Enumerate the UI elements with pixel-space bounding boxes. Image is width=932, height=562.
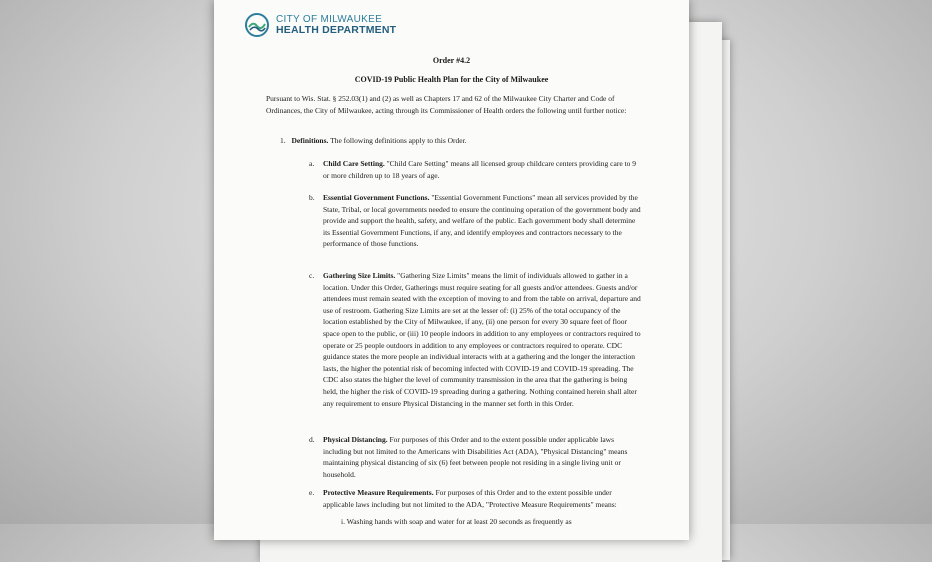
definition-item-a — [309, 158, 643, 181]
document-page — [214, 0, 689, 540]
order-number: Order #4.2 — [432, 56, 471, 65]
definition-item-c — [309, 270, 643, 409]
item-heading: Physical Distancing. — [323, 435, 388, 444]
item-text: For purposes of this Order and to the extent possible under applicable laws including but not limited to the Americans with Disabilities Act (ADA), "Physical Distancing" means maintaining physical distancing of six (6) feet between people not residing in a single living unit or household. — [323, 435, 628, 479]
milwaukee-health-logo-icon — [244, 12, 270, 38]
item-letter: e. — [309, 488, 315, 497]
subitem-text: Washing hands with soap and water for at least 20 seconds as frequently as — [346, 517, 572, 526]
section-1-definitions — [280, 135, 467, 147]
item-letter: d. — [309, 435, 315, 444]
item-letter: c. — [309, 271, 315, 280]
letterhead-logo — [244, 12, 396, 38]
logo-city-text: CITY OF MILWAUKEE — [276, 14, 383, 25]
item-heading: Child Care Setting. — [323, 159, 385, 168]
logo-department-text: HEALTH DEPARTMENT — [276, 24, 397, 36]
item-heading: Gathering Size Limits. — [323, 271, 396, 280]
definition-item-b — [309, 192, 643, 250]
section-1-heading: Definitions. — [291, 136, 329, 145]
item-text: "Essential Government Functions" mean all services provided by the State, Tribal, or local governments needed to ensure the continuing operation of the government body and provide and support the health, safety, and welfare of the public. Each government body shall determine its Essential Government Functions, if any, and identify employees and contractors necessary to the performance of those functions. — [323, 193, 641, 249]
intro-paragraph: Pursuant to Wis. Stat. § 252.03(1) and (2) as well as Chapters 17 and 62 of the Milwaukee City Charter and Code of Ordinances, the City of Milwaukee, acting through its Commissioner of Health orders the following until further notice: — [266, 94, 627, 115]
item-letter: a. — [309, 159, 315, 168]
item-letter: b. — [309, 193, 315, 202]
section-1-text: The following definitions apply to this Order. — [330, 136, 467, 145]
item-heading: Protective Measure Requirements. — [323, 488, 434, 497]
item-heading: Essential Government Functions. — [323, 193, 430, 202]
item-text: "Gathering Size Limits" means the limit of individuals allowed to gather in a location. Under this Order, Gatherings must require seating for all guests and/or attendees. Guests and/or attendees must remain seated with the exception of moving to and from the table on arrival, departure and use of restroom. Gathering Size Limits are set at the lesser of: (i) 25% of the total occupancy of the location established by the City of Milwaukee, if any, (ii) one person for every 30 square feet of floor space open to the public, or (iii) 10 people indoors in addition to any employees or contractors required to operate or 25 people outdoors in addition to any employees or contractors required to operate. CDC guidance states the more people an individual interacts with at a gathering and the longer the interaction lasts, the higher the potential risk of becoming infected with COVID-19 and COVID-19 spreading. The CDC also states the higher the level of community transmission in the area that the gathering is being held, the higher the risk of COVID-19 spreading during a gathering. Nothing contained herein shall alter any requirement to ensure Physical Distancing in the manner set forth in this Order. — [323, 271, 641, 408]
order-title: COVID-19 Public Health Plan for the City of Milwaukee — [354, 75, 549, 84]
definition-item-d — [309, 434, 643, 480]
item-text: "Child Care Setting" means all licensed group childcare centers providing care to 9 or more children up to 18 years of age. — [323, 159, 637, 180]
section-1-number: 1. — [280, 136, 286, 145]
subitem-i — [341, 516, 641, 528]
item-text: For purposes of this Order and to the extent possible under applicable laws including but not limited to the ADA, "Protective Measure Requirements" means: — [323, 488, 617, 509]
definition-item-e — [309, 487, 643, 510]
subitem-number: i. — [341, 517, 345, 526]
